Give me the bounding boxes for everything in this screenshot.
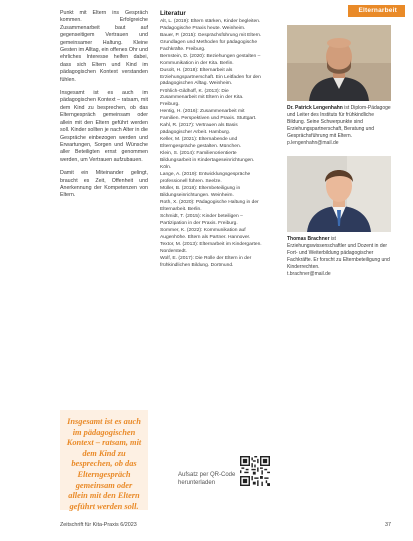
authors-column bbox=[287, 25, 391, 278]
author-email: p.lengenhahn@mail.de bbox=[287, 139, 339, 146]
body-paragraph: Damit ein Miteinander gelingt, braucht es Zeit, Offenheit und Anerkennung der Kompetenzen von Eltern. bbox=[60, 170, 148, 199]
author-email: t.brachner@mail.de bbox=[287, 270, 331, 277]
literature-entry: Bernstein, D. (2020): Beziehungen gestalten – Kommunikation in der Kita. Berlin. bbox=[160, 53, 261, 66]
author-photo bbox=[287, 25, 391, 101]
main-text-column bbox=[60, 10, 148, 206]
literature-entry: Müller, B. (2018): Elternbeteiligung in Bildungseinrichtungen. Weinheim. bbox=[160, 186, 241, 198]
literature-entry: Fröhlich-Gildhoff, K. (2013): Die Zusammenarbeit mit Eltern in der Kita. Freiburg. bbox=[160, 88, 244, 108]
page-number: 37 bbox=[385, 522, 391, 528]
qr-code-icon[interactable] bbox=[240, 456, 270, 486]
literature-entry: Wolf, E. (2017): Die Rolle der Eltern in der frühkindlichen Bildung. Dortmund. bbox=[160, 255, 252, 268]
literature-title: Literatur bbox=[160, 10, 186, 17]
literature-entry: Kahl, R. (2017): Vertrauen als Basis pädagogischer Arbeit. Hamburg. bbox=[160, 123, 238, 136]
literature-entry: Sommer, K. (2022): Kommunikation auf Augenhöhe. Eltern als Partner. Hannover. bbox=[160, 227, 251, 240]
literature-entry: Lange, A. (2019): Entwicklungsgespräche professionell führen. Seelze. bbox=[160, 172, 251, 184]
author-description: ist Erziehungswissenschaftler und Dozent in der Fort- und Weiterbildung pädagogischer Fachkräfte. Er forscht zu Elternbeteiligung und Kinderrechten. bbox=[287, 236, 390, 271]
author-photo bbox=[287, 156, 391, 232]
section-tab: Elternarbeit bbox=[348, 5, 405, 17]
literature-entry: Dusolt, H. (2018): Elternarbeit als Erziehungspartnerschaft. Ein Leitfaden für den pädagogischen Alltag. Weinheim. bbox=[160, 67, 261, 87]
literature-entry: Textor, M. (2013): Elternarbeit im Kindergarten. Norderstedt. bbox=[160, 241, 262, 254]
pull-quote-box bbox=[60, 410, 148, 510]
author-name: Thomas Brachner bbox=[287, 236, 330, 243]
literature-entry: Hentig, H. (2016): Zusammenarbeit mit Familien. Perspektiven und Praxis. Stuttgart. bbox=[160, 109, 257, 122]
literature-entry: Keller, M. (2021): Elternabende und Elterngespräche gestalten. München. bbox=[160, 137, 242, 150]
qr-download-area[interactable] bbox=[160, 452, 273, 508]
literature-entry: Klein, S. (2014): Familienorientierte Bildungsarbeit in Kindertageseinrichtungen. Köln. bbox=[160, 151, 255, 170]
author-name: Dr. Patrick Lengenhahn bbox=[287, 105, 343, 111]
body-paragraph: Insgesamt ist es auch im pädagogischen Kontext – ratsam, mit dem Kind zu besprechen, ob das Elterngespräch gemeinsam oder allein mit den Eltern geführt werden soll. Kinder sollten je nach Alter in die Gespräche einbezogen werden und Erwartungen, Sorgen und Wünsche aller Beteiligten ernst genommen werden, um Vertrauen aufzubauen. bbox=[60, 90, 148, 163]
literature-list bbox=[160, 19, 263, 270]
author-bio bbox=[287, 236, 391, 277]
literature-entry: Alt, L. (2019): Eltern stärken, Kinder begleiten. Pädagogische Praxis heute. Weinheim. bbox=[160, 19, 261, 31]
literature-entry: Schmidt, T. (2015): Kinder beteiligen – Partizipation in der Praxis. Freiburg. bbox=[160, 214, 243, 226]
author-description: ist Diplom-Pädagoge und Leiter des Instituts für frühkindliche Bildung. Seine Schwerpunkte sind Erziehungspartnerschaft, Beratung und Gesprächsführung mit Eltern. bbox=[287, 105, 391, 139]
literature-entry: Bauer, P. (2015): Gesprächsführung mit Eltern. Grundlagen und Methoden für pädagogische Fachkräfte. Freiburg. bbox=[160, 32, 262, 52]
footer-publication: Zeitschrift für Kita-Praxis 6/2023 bbox=[60, 522, 137, 528]
author-bio bbox=[287, 105, 391, 146]
literature-column bbox=[160, 10, 263, 270]
pull-quote: Insgesamt ist es auch im pädagogischen Kontext – ratsam, mit dem Kind zu besprechen, ob das Elterngespräch gemeinsam oder allein mit den Eltern geführt werden soll. bbox=[66, 417, 142, 511]
literature-entry: Roth, X. (2020): Pädagogische Haltung in der Elternarbeit. Berlin. bbox=[160, 200, 259, 212]
body-paragraph: Punkt mit Eltern ins Gespräch kommen. Erfolgreiche Zusammenarbeit baut auf gegenseitigem Vertrauen und gemeinsamer Haltung. Kleine Gesten im Alltag, ein offenes Ohr und ehrliches Interesse helfen dabei, dass sich Eltern und Kind im pädagogischen Kontext verstanden fühlen. bbox=[60, 10, 148, 83]
qr-label: Aufsatz per QR-Code herunterladen bbox=[178, 472, 236, 486]
